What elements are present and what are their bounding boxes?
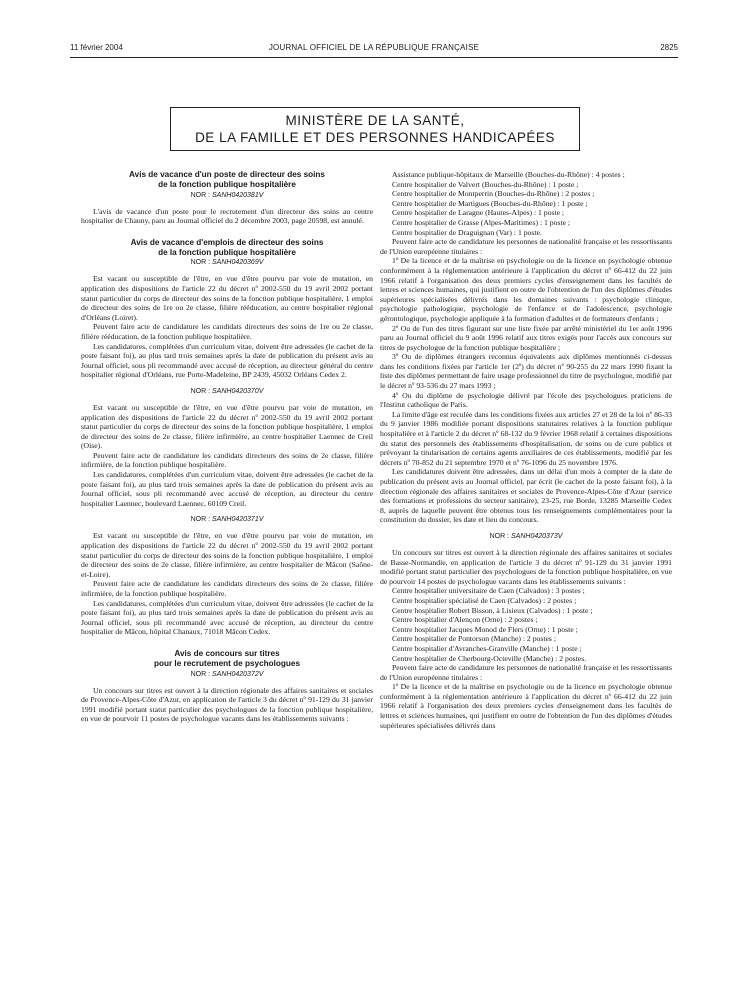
paragraph: Est vacant ou susceptible de l'être, en vue d'être pourvu par voie de mutation, en application des dispositions de l'article 22 du décret nº 2002-550 du 19 avril 2002 portant statut particulier du corps de directeur des soins de la fonction publique hospitalière, 1 emploi de directeur des soins de 1re ou 2e classe, filière rééducation, au centre hospitalier régional d'Orléans (Loiret). xyxy=(81,274,373,322)
nor-reference xyxy=(380,532,672,542)
paragraph: Les candidatures, complétées d'un curriculum vitae, doivent être adressées (le cachet de la poste faisant foi), au plus tard trois semaines après la date de publication du présent avis au Journal officiel, sous pli recommandé avec accusé de réception, au directeur général du centre hospitalier régional d'Orléans, rue Porte-Madeleine, BP 2439, 45032 Orléans Cedex 2. xyxy=(81,341,373,380)
nor-label: NOR : xyxy=(190,191,211,199)
paragraph: 3º Ou de diplômes étrangers reconnus équivalents aux diplômes mentionnés ci-dessus dans les conditions fixées par l'article 1er (2º) du décret nº 90-255 du 22 mars 1990 fixant la liste des diplômes permettant de faire usage professionnel du titre de psychologue, modifié par le décret nº 93-536 du 27 mars 1993 ; xyxy=(380,352,672,391)
list-item: Centre hospitalier Jacques Monod de Flers (Orne) : 1 poste ; xyxy=(392,624,578,634)
nor-label: NOR : xyxy=(489,532,510,540)
paragraph: Les candidatures, complétées d'un curriculum vitae, doivent être adressées (le cachet de la poste faisant foi), au plus tard trois semaines après la date de publication du présent avis au Journal officiel, sous pli recommandé avec accusé de réception, au directeur du centre hospitalier de Mâcon, hôpital Chanaux, 71018 Mâcon Cedex. xyxy=(81,598,373,637)
section-title: de la fonction publique hospitalière xyxy=(158,247,296,257)
nor-code: SANH0420381V xyxy=(212,191,264,199)
paragraph: Les candidatures, complétées d'un curriculum vitae, doivent être adressées (le cachet de la poste faisant foi), au plus tard trois semaines après la date de publication du présent avis au Journal officiel, sous pli recommandé avec accusé de réception, au directeur du centre hospitalier Laennec, boulevard Laennec, 60109 Creil. xyxy=(81,470,373,508)
paragraph: Peuvent faire acte de candidature les candidats directeurs des soins de 2e classe, filière infirmière, de la fonction publique hospitalière. xyxy=(81,579,373,598)
right-column xyxy=(380,170,672,730)
paragraph: 1º De la licence et de la maîtrise en psychologie ou de la licence en psychologie obtenue conformément à la réglementation antérieure à l'application du décret nº 66-412 du 22 juin 1966 relatif à l'organisation des deux premiers cycles d'enseignement dans les facultés de lettres et sciences humaines, qui justifient en outre de l'obtention de l'un des diplômes d'études supérieures spécialisées délivrés dans xyxy=(380,682,672,730)
list-item: Centre hospitalier de Montperrin (Bouches-du-Rhône) : 2 postes ; xyxy=(392,189,595,199)
section-title: Avis de vacance d'emplois de directeur des soins xyxy=(130,237,324,247)
paragraph: Un concours sur titres est ouvert à la direction régionale des affaires sanitaires et sociales de Basse-Normandie, en application de l'article 3 du décret nº 91-129 du 31 janvier 1991 modifié portant statut particulier des psychologues de la fonction publique hospitalière, en vue de pourvoir 14 postes de psychologue vacants dans les établissements suivants : xyxy=(380,547,672,586)
header-rule xyxy=(70,57,678,58)
page-header xyxy=(70,43,678,57)
nor-code: SANH0420370V xyxy=(212,387,264,395)
list-item: Centre hospitalier de Pontorson (Manche) : 2 postes ; xyxy=(392,634,556,644)
journal-title: JOURNAL OFFICIEL DE LA RÉPUBLIQUE FRANÇAISE xyxy=(268,43,480,52)
list-item: Centre hospitalier universitaire de Caen (Calvados) : 3 postes ; xyxy=(392,586,585,596)
paragraph: Peuvent faire acte de candidature les personnes de nationalité française et les ressortissants de l'Union européenne titulaires : xyxy=(380,237,672,256)
list-item: Centre hospitalier Robert Bisson, à Lisieux (Calvados) : 1 poste ; xyxy=(392,605,593,615)
nor-label: NOR : xyxy=(190,387,211,395)
paragraph: La limite d'âge est reculée dans les conditions fixées aux articles 27 et 28 de la loi nº 86-33 du 9 janvier 1986 modifiée portant dispositions statutaires relatives à la fonction publique hospitalière et à l'article 2 du décret nº 68-132 du 9 février 1968 relatif à certaines dispositions du statut des personnels des établissements d'hospitalisation, de soins ou de cure publics et prévoyant la titularisation de certains agents auxiliaires de ces établissements, modifié par les décrets nº 70-852 du 21 septembre 1970 et nº 76-1096 du 25 novembre 1976. xyxy=(380,409,672,467)
nor-reference xyxy=(81,258,373,268)
list-item: Centre hospitalier de Draguignan (Var) : 1 poste. xyxy=(392,227,542,237)
ministry-line-1: MINISTÈRE DE LA SANTÉ, xyxy=(285,113,465,128)
list-item: Centre hospitalier de Valvert (Bouches-du-Rhône) : 1 poste ; xyxy=(392,179,579,189)
paragraph: L'avis de vacance d'un poste pour le recrutement d'un directeur des soins au centre hospitalier de Chauny, paru au Journal officiel du 2 décembre 2003, page 20598, est annulé. xyxy=(81,206,373,226)
paragraph: Les candidatures doivent être adressées, dans un délai d'un mois à compter de la date de publication du présent avis au Journal officiel, par écrit (le cachet de la poste faisant foi), à la direction régionale des affaires sanitaires et sociales de Provence-Alpes-Côte d'Azur (service des formations et professions du secteur sanitaire), 23-25, rue Borde, 13285 Marseille Cedex 8, auprès de laquelle peuvent être obtenus tous les renseignements complémentaires pour la constitution du dossier, les date et lieu du concours. xyxy=(380,467,672,525)
nor-code: SANH0420372V xyxy=(212,670,264,678)
nor-code: SANH0420373V xyxy=(511,532,563,540)
nor-code: SANH0420371V xyxy=(212,516,264,524)
paragraph: 4º Ou du diplôme de psychologie délivré par l'école des psychologues praticiens de l'Institut catholique de Paris. xyxy=(380,390,672,410)
nor-reference xyxy=(81,670,373,680)
nor-code: SANH0420369V xyxy=(212,259,264,267)
section-title: Avis de vacance d'un poste de directeur des soins xyxy=(129,170,325,179)
paragraph: Un concours sur titres est ouvert à la direction régionale des affaires sanitaires et sociales de Provence-Alpes-Côte d'Azur, en application de l'article 3 du décret nº 91-129 du 31 janvier 1991 modifié portant statut particulier des psychologues de la fonction publique hospitalière, en vue de pourvoir 11 postes de psychologue vacants dans les établissements suivants : xyxy=(81,685,373,724)
nor-label: NOR : xyxy=(190,516,211,524)
paragraph: 2º Ou de l'un des titres figurant sur une liste fixée par arrêté ministériel du 1er août 1996 paru au Journal officiel du 9 août 1996 relatif aux titres exigés pour l'accès aux concours sur titres de psychologue de la fonction publique hospitalière ; xyxy=(380,323,672,352)
paragraph: Peuvent faire acte de candidature les candidats directeurs des soins de 2e classe, filière infirmière, de la fonction publique hospitalière. xyxy=(81,450,373,470)
paragraph: Peuvent faire acte de candidature les candidats directeurs des soins de 1re ou 2e classe, filière rééducation, de la fonction publique hospitalière. xyxy=(81,322,373,341)
list-item: Centre hospitalier de Laragne (Hautes-Alpes) : 1 poste ; xyxy=(392,208,565,218)
list-item: Centre hospitalier d'Alençon (Orne) : 2 postes ; xyxy=(392,615,538,625)
list-item: Centre hospitalier de Martigues (Bouches-du-Rhône) : 1 poste ; xyxy=(392,198,588,208)
nor-reference xyxy=(81,515,373,525)
list-item: Assistance publique-hôpitaux de Marseille (Bouches-du-Rhône) : 4 postes ; xyxy=(392,170,625,179)
paragraph: Est vacant ou susceptible de l'être, en vue d'être pourvu par voie de mutation, en application des dispositions de l'article 22 du décret nº 2002-550 du 19 avril 2002 portant statut particulier du corps de directeur des soins de la fonction publique hospitalière, 1 emploi de directeur des soins de 2e classe, filière infirmière, au centre hospitalier de Mâcon (Saône-et-Loire). xyxy=(81,531,373,579)
nor-reference xyxy=(81,191,373,201)
section-title: Avis de concours sur titres xyxy=(174,648,280,658)
section-title: pour le recrutement de psychologues xyxy=(153,658,301,668)
nor-label: NOR : xyxy=(190,259,211,267)
left-column xyxy=(81,170,373,724)
ministry-line-2: DE LA FAMILLE ET DES PERSONNES HANDICAPÉES xyxy=(195,130,555,145)
ministry-box xyxy=(170,107,580,151)
list-item: Centre hospitalier spécialisé de Caen (Calvados) : 2 postes ; xyxy=(392,595,577,605)
paragraph: 1º De la licence et de la maîtrise en psychologie ou de la licence en psychologie obtenue conformément à la réglementation antérieure à l'application du décret nº 66-412 du 22 juin 1966 relatif à l'organisation des deux premiers cycles d'enseignement dans les facultés de lettres et sciences humaines, qui justifient en outre de l'obtention de l'un des diplômes d'études supérieures spécialisées délivrés dans les domaines suivants : psychologie clinique, psychologie pathologique, psychologie de l'enfance et de l'adolescence, psychologie gérontologique, psychologie appliquée à la formation d'adultes et de formateurs d'enfants ; xyxy=(380,256,672,323)
list-item: Centre hospitalier de Grasse (Alpes-Maritimes) : 1 poste ; xyxy=(392,217,571,227)
paragraph: Peuvent faire acte de candidature les personnes de nationalité française et les ressortissants de l'Union européenne titulaires : xyxy=(380,663,672,682)
issue-date: 11 février 2004 xyxy=(70,43,123,52)
section-title: de la fonction publique hospitalière xyxy=(158,179,296,189)
nor-reference xyxy=(81,387,373,397)
paragraph: Est vacant ou susceptible de l'être, en vue d'être pourvu par voie de mutation, en application des dispositions de l'article 22 du décret nº 2002-550 du 19 avril 2002 portant statut particulier du corps de directeur des soins de la fonction publique hospitalière, 1 emploi de directeur des soins de 2e classe, filière infirmière, au centre hospitalier Laennec de Creil (Oise). xyxy=(81,402,373,451)
list-item: Centre hospitalier d'Avranches-Granville (Manche) : 1 poste ; xyxy=(392,643,582,653)
page-number: 2825 xyxy=(660,43,678,52)
list-item: Centre hospitalier de Cherbourg-Octeville (Manche) : 2 postes. xyxy=(392,653,587,663)
nor-label: NOR : xyxy=(190,670,211,678)
